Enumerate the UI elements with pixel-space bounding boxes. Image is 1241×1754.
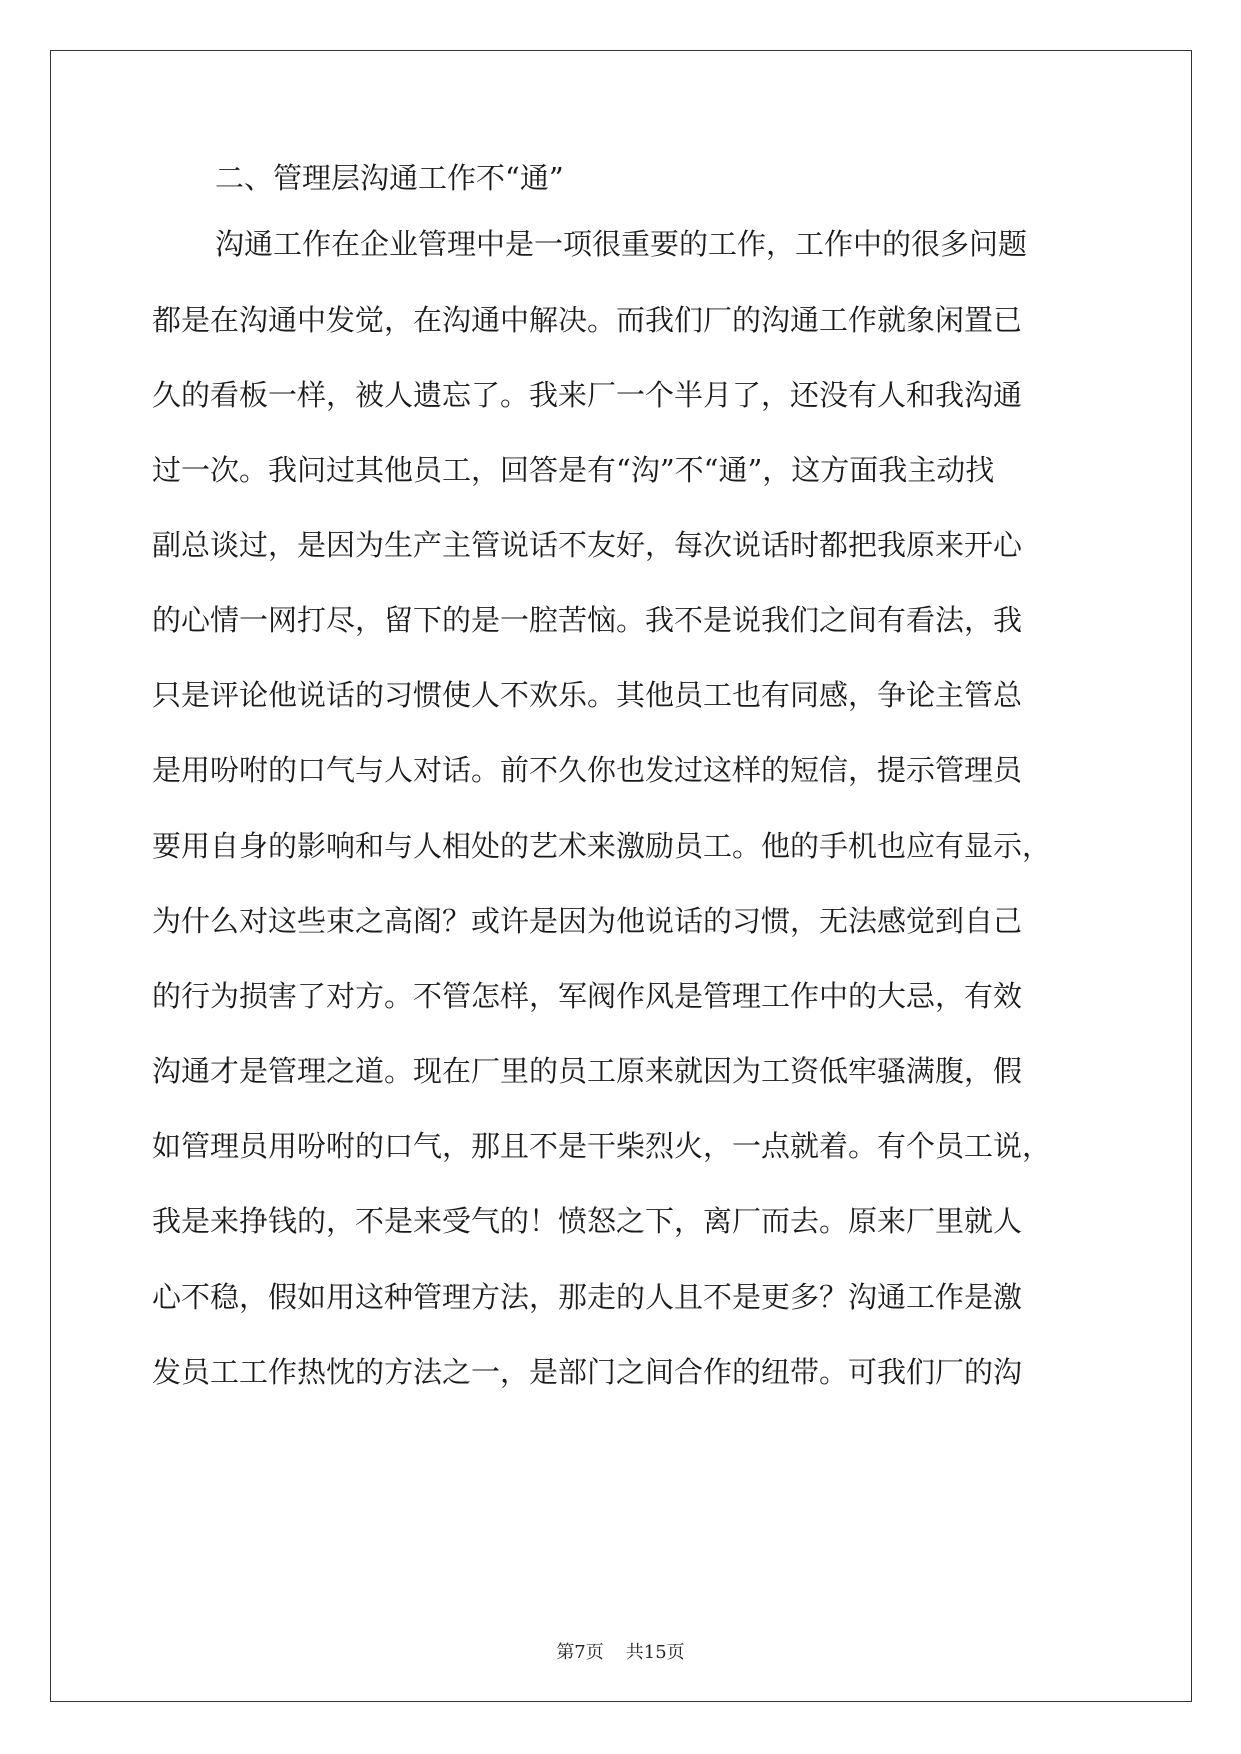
body-line: 为什么对这些束之高阁？或许是因为他说话的习惯，无法感觉到自己 [152, 904, 1023, 938]
body-line: 的心情一网打尽，留下的是一腔苦恼。我不是说我们之间有看法，我 [152, 603, 1023, 637]
body-line: 心不稳，假如用这种管理方法，那走的人且不是更多？沟通工作是激 [152, 1280, 1023, 1314]
body-line: 要用自身的影响和与人相处的艺术来激励员工。他的手机也应有显示， [152, 829, 1052, 863]
section-heading: 二、管理层沟通工作不“通” [215, 161, 564, 195]
body-line: 如管理员用吩咐的口气，那且不是干柴烈火，一点就着。有个员工说， [152, 1129, 1052, 1163]
body-line: 是用吩咐的口气与人对话。前不久你也发过这样的短信，提示管理员 [152, 753, 1023, 787]
body-line: 沟通工作在企业管理中是一项很重要的工作，工作中的很多问题 [215, 227, 1028, 261]
body-line: 只是评论他说话的习惯使人不欢乐。其他员工也有同感，争论主管总 [152, 678, 1023, 712]
body-line: 发员工工作热忱的方法之一，是部门之间合作的纽带。可我们厂的沟 [152, 1355, 1023, 1389]
body-line: 我是来挣钱的，不是来受气的！愤怒之下，离厂而去。原来厂里就人 [152, 1204, 1023, 1238]
body-line: 久的看板一样，被人遗忘了。我来厂一个半月了，还没有人和我沟通 [152, 378, 1023, 412]
page-border [50, 50, 1192, 1702]
body-line: 副总谈过，是因为生产主管说话不友好，每次说话时都把我原来开心 [152, 528, 1023, 562]
body-line: 沟通才是管理之道。现在厂里的员工原来就因为工资低牢骚满腹，假 [152, 1054, 1023, 1088]
body-line: 都是在沟通中发觉，在沟通中解决。而我们厂的沟通工作就象闲置已 [152, 303, 1023, 337]
body-line: 过一次。我问过其他员工，回答是有“沟”不“通”，这方面我主动找 [152, 453, 995, 487]
body-line: 的行为损害了对方。不管怎样，军阀作风是管理工作中的大忌，有效 [152, 979, 1023, 1013]
page-number: 第7页 [556, 1642, 604, 1663]
page-total: 共15页 [625, 1642, 685, 1663]
page-footer [0, 1641, 1241, 1665]
